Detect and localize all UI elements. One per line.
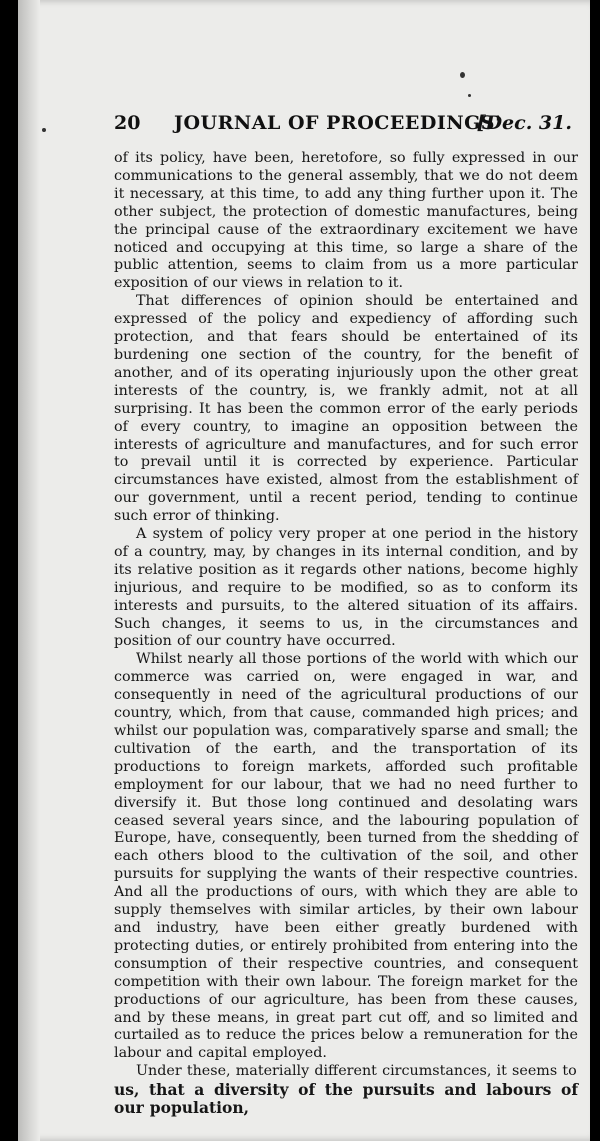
running-title: JOURNAL OF PROCEEDINGS'	[174, 112, 502, 134]
gutter-shadow	[18, 0, 40, 1141]
paragraph: That differences of opinion should be entertained and expressed of the policy and expediency of affording such protection, and that fears should be entertained of its burdening one section of the country, for the benefit of another, and of its operating injuriously upon the other great interests of the country, is, we frankly admit, not at all surprising. It has been the common error of the early periods of every country, to imagine an opposition between the interests of agriculture and manufactures, and for such error to prevail until it is corrected by experience. Particular circumstances have existed, almost from the establishment of our government, until a recent period, tending to continue such error of thinking.	[114, 293, 578, 525]
paragraph: A system of policy very proper at one period in the history of a country, may, by changes in its internal condition, and by its relative position as it regards other nations, become highly injurious, and require to be modified, so as to conform its interests and pursuits, to the altered situation of its affairs. Such changes, it seems to us, in the circumstances and position of our country have occurred.	[114, 526, 578, 650]
paragraph-continued: of its policy, have been, heretofore, so fully expressed in our communications to the general assembly, that we do not deem it necessary, at this time, to add any thing further upon it. The other subject, the protection of domestic manufactures, being the principal cause of the extraordinary excitement we have noticed and occupying at this time, so large a share of the public attention, seems to claim from us a more particular exposition of our views in relation to it.	[114, 150, 578, 292]
paragraph-last-line: us, that a diversity of the pursuits and labours of our population,	[114, 1080, 578, 1118]
header-date: [Dec. 31.	[476, 112, 572, 134]
paragraph: Under these, materially different circumstances, it seems to	[136, 1063, 577, 1080]
page-number: 20	[114, 112, 141, 134]
running-header	[114, 112, 584, 138]
ink-speck	[460, 72, 465, 78]
ink-speck	[42, 128, 46, 132]
ink-speck	[468, 94, 471, 97]
page-body	[114, 150, 578, 1117]
book-page	[18, 0, 590, 1141]
paragraph: Whilst nearly all those portions of the world with which our commerce was carried on, were engaged in war, and consequently in need of the agricultural productions of our country, which, from that cause, commanded high prices; and whilst our population was, comparatively sparse and small; the cultivation of the earth, and the transportation of its productions to foreign markets, afforded such profitable employment for our labour, that we had no need further to diversify it. But those long continued and desolating wars ceased several years since, and the labouring population of Europe, have, consequently, been turned from the shedding of each others blood to the cultivation of the soil, and other pursuits for supplying the wants of their respective countries. And all the productions of ours, with which they are able to supply themselves with similar articles, by their own labour and industry, have been either greatly burdened with protecting duties, or entirely prohibited from entering into the consumption of their respective countries, and consequent competition with their own labour. The foreign market for the productions of our agriculture, has been from these causes, and by these means, in great part cut off, and so limited and curtailed as to reduce the prices below a remuneration for the labour and capital employed.	[114, 651, 578, 1062]
